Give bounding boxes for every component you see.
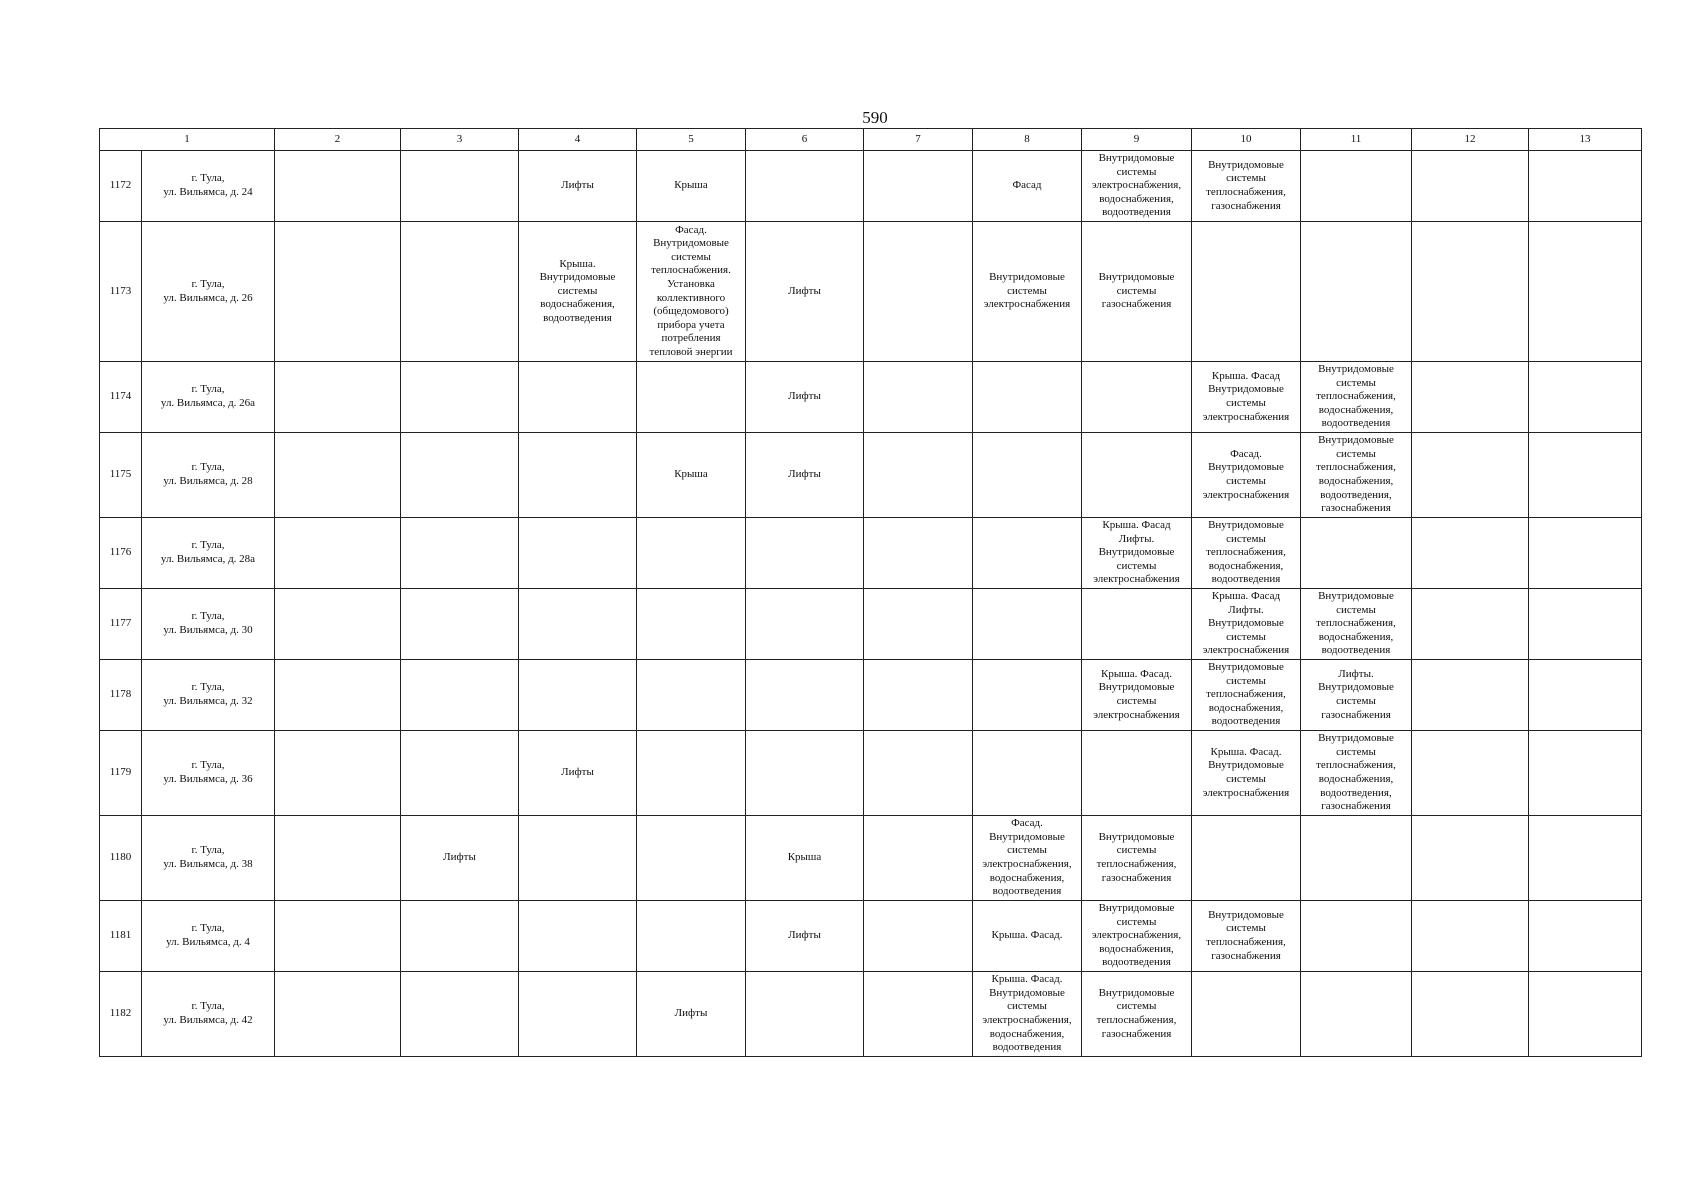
work-type-cell [275,901,401,972]
row-number: 1176 [100,518,142,589]
work-type-cell [275,433,401,518]
column-header: 1 [100,129,275,151]
work-type-cell [519,816,637,901]
work-type-cell [1412,589,1529,660]
work-type-cell [275,589,401,660]
work-type-cell [1301,816,1412,901]
work-type-cell [401,518,519,589]
work-type-cell [1192,972,1301,1057]
work-type-cell [1529,222,1642,362]
work-type-cell [637,816,746,901]
work-type-cell [1082,362,1192,433]
work-type-cell [637,660,746,731]
repair-schedule-table [99,128,1642,1057]
work-type-cell [1529,518,1642,589]
column-header: 12 [1412,129,1529,151]
work-type-cell [973,589,1082,660]
work-type-cell [973,660,1082,731]
address-cell: г. Тула, ул. Вильямса, д. 24 [142,151,275,222]
work-type-cell [864,660,973,731]
work-type-cell [1082,731,1192,816]
row-number: 1178 [100,660,142,731]
work-type-cell [637,589,746,660]
work-type-cell [864,433,973,518]
address-cell: г. Тула, ул. Вильямса, д. 32 [142,660,275,731]
work-type-cell: Внутридомовые системы электроснабжения, водоснабжения, водоотведения [1082,901,1192,972]
work-type-cell [1301,972,1412,1057]
work-type-cell [401,901,519,972]
work-type-cell [637,362,746,433]
work-type-cell: Фасад. Внутридомовые системы теплоснабжения. Установка коллективного (общедомового) прибора учета потребления тепловой энергии [637,222,746,362]
work-type-cell: Крыша [637,151,746,222]
work-type-cell [1412,660,1529,731]
work-type-cell [1529,816,1642,901]
table-row [100,589,1642,660]
work-type-cell [1529,151,1642,222]
work-type-cell: Крыша [637,433,746,518]
work-type-cell [1412,151,1529,222]
column-header: 5 [637,129,746,151]
work-type-cell [1412,901,1529,972]
work-type-cell [1412,518,1529,589]
work-type-cell: Внутридомовые системы теплоснабжения, водоснабжения, водоотведения [1192,660,1301,731]
work-type-cell [1082,589,1192,660]
work-type-cell [746,518,864,589]
column-header: 9 [1082,129,1192,151]
work-type-cell [973,362,1082,433]
work-type-cell [637,901,746,972]
row-number: 1174 [100,362,142,433]
work-type-cell [1412,731,1529,816]
work-type-cell: Фасад. Внутридомовые системы электроснабжения, водоснабжения, водоотведения [973,816,1082,901]
work-type-cell: Лифты [637,972,746,1057]
work-type-cell [973,433,1082,518]
work-type-cell [1412,972,1529,1057]
row-number: 1181 [100,901,142,972]
work-type-cell [864,589,973,660]
work-type-cell [637,731,746,816]
work-type-cell [1529,972,1642,1057]
work-type-cell [519,362,637,433]
work-type-cell [275,816,401,901]
row-number: 1177 [100,589,142,660]
work-type-cell: Внутридомовые системы теплоснабжения, водоснабжения, водоотведения, газоснабжения [1301,731,1412,816]
work-type-cell: Лифты [519,151,637,222]
column-header: 7 [864,129,973,151]
work-type-cell [1529,660,1642,731]
work-type-cell: Внутридомовые системы теплоснабжения, водоснабжения, водоотведения [1301,362,1412,433]
work-type-cell [746,731,864,816]
header-row [100,129,1642,151]
work-type-cell [519,972,637,1057]
work-type-cell: Крыша. Фасад Лифты. Внутридомовые системы электроснабжения [1082,518,1192,589]
work-type-cell [864,518,973,589]
column-header: 2 [275,129,401,151]
address-cell: г. Тула, ул. Вильямса, д. 30 [142,589,275,660]
work-type-cell: Крыша. Внутридомовые системы водоснабжения, водоотведения [519,222,637,362]
work-type-cell [1529,433,1642,518]
work-type-cell: Крыша. Фасад. Внутридомовые системы электроснабжения, водоснабжения, водоотведения [973,972,1082,1057]
work-type-cell [519,660,637,731]
table-row [100,816,1642,901]
work-type-cell [1192,816,1301,901]
work-type-cell [864,151,973,222]
work-type-cell [973,518,1082,589]
work-type-cell: Лифты [401,816,519,901]
work-type-cell [637,518,746,589]
work-type-cell [401,731,519,816]
work-type-cell [519,589,637,660]
work-type-cell: Крыша [746,816,864,901]
table-header [100,129,1642,151]
work-type-cell [1412,362,1529,433]
work-type-cell [275,518,401,589]
work-type-cell: Внутридомовые системы теплоснабжения, газоснабжения [1082,972,1192,1057]
address-cell: г. Тула, ул. Вильямса, д. 4 [142,901,275,972]
row-number: 1180 [100,816,142,901]
work-type-cell [1529,589,1642,660]
column-header: 8 [973,129,1082,151]
work-type-cell [1412,816,1529,901]
work-type-cell [275,362,401,433]
work-type-cell [746,972,864,1057]
work-type-cell: Внутридомовые системы теплоснабжения, газоснабжения [1192,151,1301,222]
row-number: 1172 [100,151,142,222]
work-type-cell [746,151,864,222]
column-header: 6 [746,129,864,151]
column-header: 11 [1301,129,1412,151]
work-type-cell: Внутридомовые системы электроснабжения, водоснабжения, водоотведения [1082,151,1192,222]
work-type-cell: Лифты [746,901,864,972]
work-type-cell [401,222,519,362]
work-type-cell: Фасад. Внутридомовые системы электроснабжения [1192,433,1301,518]
work-type-cell: Лифты [519,731,637,816]
work-type-cell [401,433,519,518]
table-row [100,972,1642,1057]
work-type-cell [1301,151,1412,222]
work-type-cell [1192,222,1301,362]
table-row [100,151,1642,222]
table-row [100,901,1642,972]
work-type-cell: Лифты [746,362,864,433]
column-header: 4 [519,129,637,151]
work-type-cell [275,660,401,731]
row-number: 1175 [100,433,142,518]
table-row [100,433,1642,518]
work-type-cell [519,433,637,518]
row-number: 1179 [100,731,142,816]
work-type-cell: Внутридомовые системы теплоснабжения, газоснабжения [1082,816,1192,901]
address-cell: г. Тула, ул. Вильямса, д. 36 [142,731,275,816]
work-type-cell [1301,222,1412,362]
work-type-cell [519,901,637,972]
work-type-cell [1412,222,1529,362]
work-type-cell [1529,901,1642,972]
work-type-cell [864,731,973,816]
work-type-cell [401,589,519,660]
work-type-cell [401,151,519,222]
work-type-cell: Крыша. Фасад Внутридомовые системы электроснабжения [1192,362,1301,433]
address-cell: г. Тула, ул. Вильямса, д. 28 [142,433,275,518]
column-header: 10 [1192,129,1301,151]
work-type-cell: Лифты. Внутридомовые системы газоснабжения [1301,660,1412,731]
work-type-cell: Фасад [973,151,1082,222]
table-row [100,518,1642,589]
work-type-cell [746,589,864,660]
table-row [100,731,1642,816]
work-type-cell: Внутридомовые системы теплоснабжения, газоснабжения [1192,901,1301,972]
work-type-cell [864,362,973,433]
work-type-cell [519,518,637,589]
address-cell: г. Тула, ул. Вильямса, д. 26а [142,362,275,433]
work-type-cell [275,731,401,816]
work-type-cell [864,816,973,901]
work-type-cell [1529,362,1642,433]
work-type-cell: Внутридомовые системы теплоснабжения, водоснабжения, водоотведения [1192,518,1301,589]
work-type-cell [1301,518,1412,589]
table-row [100,222,1642,362]
work-type-cell: Крыша. Фасад. Внутридомовые системы электроснабжения [1082,660,1192,731]
work-type-cell [746,660,864,731]
work-type-cell [864,901,973,972]
work-type-cell: Внутридомовые системы электроснабжения [973,222,1082,362]
row-number: 1173 [100,222,142,362]
work-type-cell [1301,901,1412,972]
address-cell: г. Тула, ул. Вильямса, д. 28а [142,518,275,589]
work-type-cell [275,151,401,222]
work-type-cell: Крыша. Фасад. Внутридомовые системы электроснабжения [1192,731,1301,816]
work-type-cell: Крыша. Фасад. [973,901,1082,972]
work-type-cell [275,222,401,362]
work-type-cell [1529,731,1642,816]
work-type-cell [973,731,1082,816]
work-type-cell: Внутридомовые системы теплоснабжения, водоснабжения, водоотведения [1301,589,1412,660]
work-type-cell [864,222,973,362]
work-type-cell [401,972,519,1057]
table-row [100,362,1642,433]
work-type-cell: Лифты [746,222,864,362]
address-cell: г. Тула, ул. Вильямса, д. 26 [142,222,275,362]
work-type-cell: Внутридомовые системы теплоснабжения, водоснабжения, водоотведения, газоснабжения [1301,433,1412,518]
page-number: 590 [862,108,888,127]
column-header: 13 [1529,129,1642,151]
work-type-cell [1412,433,1529,518]
address-cell: г. Тула, ул. Вильямса, д. 42 [142,972,275,1057]
address-cell: г. Тула, ул. Вильямса, д. 38 [142,816,275,901]
work-type-cell [401,660,519,731]
table-body [100,151,1642,1057]
column-header: 3 [401,129,519,151]
work-type-cell: Крыша. Фасад Лифты. Внутридомовые системы электроснабжения [1192,589,1301,660]
work-type-cell [401,362,519,433]
work-type-cell [1082,433,1192,518]
work-type-cell: Лифты [746,433,864,518]
work-type-cell [275,972,401,1057]
work-type-cell: Внутридомовые системы газоснабжения [1082,222,1192,362]
row-number: 1182 [100,972,142,1057]
work-type-cell [864,972,973,1057]
table-row [100,660,1642,731]
